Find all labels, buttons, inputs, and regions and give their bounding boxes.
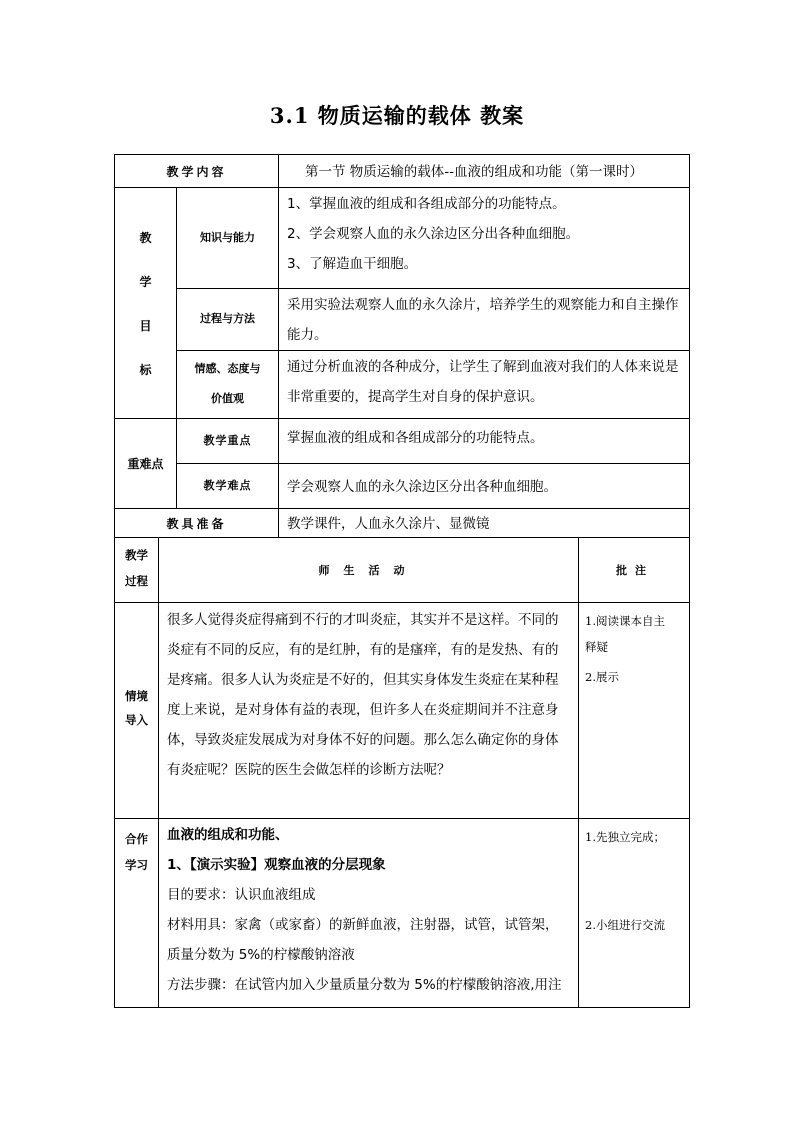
notes-header: 批注 — [616, 564, 654, 577]
objective-knowledge-label: 知识与能力 — [200, 230, 255, 244]
content-label: 教学内容 — [166, 164, 227, 179]
content-value: 第一节 物质运输的载体--血液的组成和功能（第一课时） — [305, 164, 644, 180]
key-point-label: 教学重点 — [203, 433, 252, 447]
tools-label: 教具准备 — [166, 517, 227, 531]
difficult-point-label: 教学难点 — [203, 478, 252, 492]
objective-attitude-text: 通过分析血液的各种成分，让学生了解到血液对我们的人体来说是 非常重要的，提高学生对自身的保护意识。 — [287, 359, 679, 405]
page-title: 3.1 物质运输的载体 教案 — [269, 103, 525, 128]
key-point-text: 掌握血液的组成和各组成部分的功能特点。 — [287, 430, 544, 446]
objective-knowledge-text: 1、掌握血液的组成和各组成部分的功能特点。 2、学会观察人血的永久涂边区分出各种血细胞。 3、了解造血干细胞。 — [287, 196, 580, 272]
coop-label: 合作 学习 — [125, 832, 148, 872]
process-label: 教学 过程 — [125, 548, 148, 588]
objective-process-text: 采用实验法观察人血的永久涂片，培养学生的观察能力和自主操作 能力。 — [287, 297, 679, 343]
objective-attitude-label: 情感、态度与 价值观 — [194, 362, 261, 405]
key-points-label: 重难点 — [127, 456, 164, 471]
lesson-plan-table — [114, 154, 690, 538]
difficult-point-text: 学会观察人血的永久涂边区分出各种血细胞。 — [287, 479, 557, 495]
coop-heading: 血液的组成和功能、 — [167, 827, 289, 843]
objectives-label: 教 学 目 标 — [139, 231, 152, 377]
intro-text: 很多人觉得炎症得痛到不行的才叫炎症，其实并不是这样。不同的 炎症有不同的反应，有的是红肿，有的是瘙痒，有的是发热、有的 是疼痛。很多人认为炎症是不好的，但其实身体发生炎症在某种程 度上来说，是对身体有益的表现，但许多人在炎症期间并不注意身 体，导致炎症发展成为对身体不好的问题。那么怎么确定你的身体 有炎症呢？医院的医生会做怎样的诊断方法呢？ — [167, 612, 559, 778]
tools-value: 教学课件，人血永久涂片、显微镜 — [287, 516, 490, 532]
activity-header: 师生活动 — [318, 564, 419, 577]
coop-subheading: 1、【演示实验】观察血液的分层现象 — [167, 857, 386, 873]
coop-notes: 1.先独立完成； 2.小组进行交流 — [585, 830, 665, 932]
process-table — [114, 537, 690, 1008]
objective-process-label: 过程与方法 — [200, 312, 255, 325]
intro-notes: 1.阅读课本自主 释疑 2.展示 — [585, 614, 665, 684]
intro-label: 情境 导入 — [125, 689, 148, 727]
coop-text: 血液的组成和功能、 1、【演示实验】观察血液的分层现象 目的要求：认识血液组成 材料用具：家禽（或家畜）的新鲜血液，注射器，试管，试管架， 质量分数为 5%的柠檬酸钠溶液 方法步骤：在试管内加入少量质量分数为 5%的柠檬酸钠溶液,用注 — [159, 818, 578, 1008]
